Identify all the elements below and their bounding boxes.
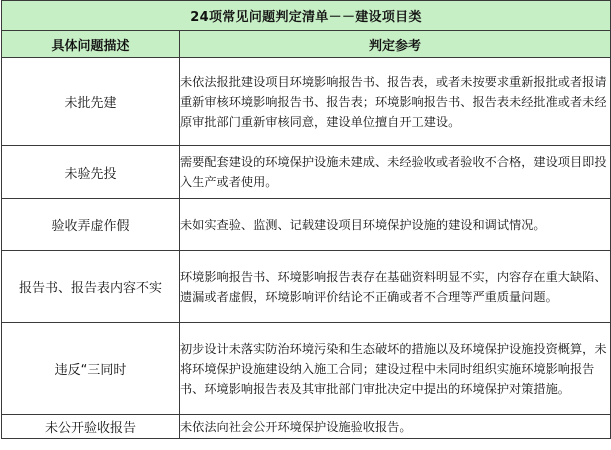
row-reference: 未依法报批建设项目环境影响报告书、报告表，或者未按要求重新报批或者报请重新审核环境影响报告书、报告表；环境影响报告书、报告表未经批准或者未经原审批部门重新审核同意，建设单位擅自开工建设。	[180, 58, 611, 146]
row-reference: 未如实查验、监测、记载建设项目环境保护设施的建设和调试情况。	[180, 199, 611, 251]
header-issue: 具体问题描述	[2, 31, 180, 58]
table-row	[2, 323, 611, 415]
header-reference: 判定参考	[180, 31, 611, 58]
row-issue: 未批先建	[2, 58, 180, 146]
row-issue: 未验先投	[2, 146, 180, 199]
row-reference: 环境影响报告书、环境影响报告表存在基础资料明显不实，内容存在重大缺陷、遗漏或者虚假，环境影响评价结论不正确或者不合理等严重质量问题。	[180, 251, 611, 323]
title-row	[2, 1, 611, 31]
table-title: 24项常见问题判定清单－－建设项目类	[2, 1, 611, 31]
row-issue: 验收弄虚作假	[2, 199, 180, 251]
table-row	[2, 58, 611, 146]
row-issue: 违反“三同时	[2, 323, 180, 415]
row-issue: 报告书、报告表内容不实	[2, 251, 180, 323]
header-row	[2, 31, 611, 58]
row-issue: 未公开验收报告	[2, 415, 180, 439]
issue-checklist-table	[1, 0, 611, 439]
row-reference: 需要配套建设的环境保护设施未建成、未经验收或者验收不合格，建设项目即投入生产或者使用。	[180, 146, 611, 199]
row-reference: 初步设计未落实防治环境污染和生态破坏的措施以及环境保护设施投资概算，未将环境保护设施建设纳入施工合同；建设过程中未同时组织实施环境影响报告书、环境影响报告表及其审批部门审批决定中提出的环境保护对策措施。	[180, 323, 611, 415]
table-row	[2, 415, 611, 439]
table-row	[2, 199, 611, 251]
table-row	[2, 146, 611, 199]
row-reference: 未依法向社会公开环境保护设施验收报告。	[180, 415, 611, 439]
table-row	[2, 251, 611, 323]
